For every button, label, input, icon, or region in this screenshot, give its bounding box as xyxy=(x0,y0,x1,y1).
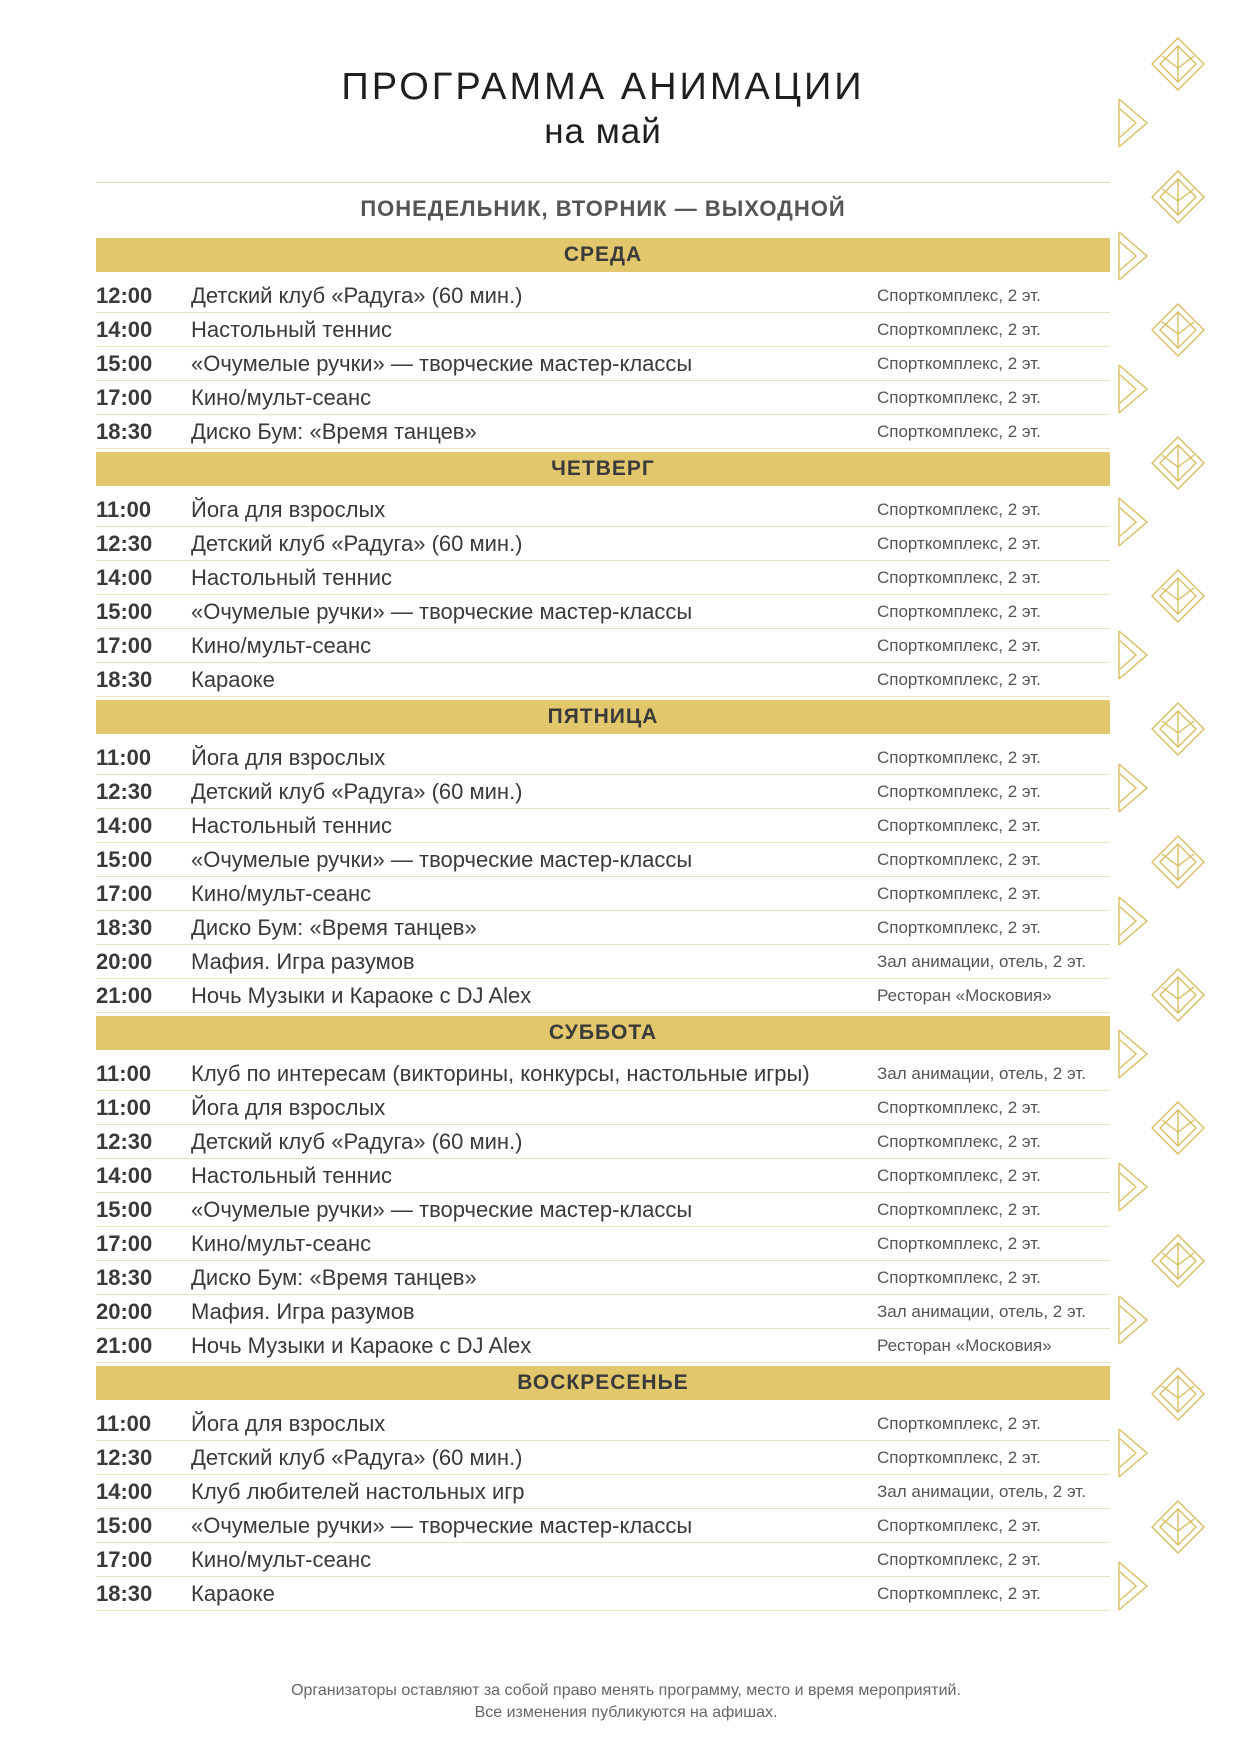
event-place: Спорткомплекс, 2 эт. xyxy=(877,1413,1041,1433)
event-time: 12:30 xyxy=(96,778,153,804)
event-activity: Детский клуб «Радуга» (60 мин.) xyxy=(191,1444,523,1470)
event-activity: Ночь Музыки и Караоке с DJ Alex xyxy=(191,1332,532,1358)
days-list xyxy=(96,238,1110,1611)
schedule-row xyxy=(96,1125,1110,1159)
event-place: Ресторан «Московия» xyxy=(877,1335,1052,1355)
gold-geometric-ornament-icon xyxy=(1116,761,1150,815)
event-activity: Кино/мульт-сеанс xyxy=(191,632,372,658)
event-time: 11:00 xyxy=(96,1094,152,1120)
event-activity: Кино/мульт-сеанс xyxy=(191,880,372,906)
event-place: Спорткомплекс, 2 эт. xyxy=(877,1583,1041,1603)
schedule-row xyxy=(96,1057,1110,1091)
event-activity: Настольный теннис xyxy=(191,812,393,838)
event-time: 12:30 xyxy=(96,1128,153,1154)
gold-geometric-ornament-icon xyxy=(1116,229,1150,283)
schedule-row xyxy=(96,1091,1110,1125)
day-header: СУББОТА xyxy=(96,1016,1110,1050)
event-activity: Йога для взрослых xyxy=(191,496,386,522)
event-place: Зал анимации, отель, 2 эт. xyxy=(877,1481,1086,1501)
schedule-row xyxy=(96,381,1110,415)
event-place: Спорткомплекс, 2 эт. xyxy=(877,635,1041,655)
event-time: 14:00 xyxy=(96,564,153,590)
event-activity: Караоке xyxy=(191,1580,275,1606)
event-activity: Кино/мульт-сеанс xyxy=(191,384,372,410)
event-time: 11:00 xyxy=(96,744,152,770)
event-activity: Настольный теннис xyxy=(191,564,393,590)
event-place: Спорткомплекс, 2 эт. xyxy=(877,533,1041,553)
schedule-row xyxy=(96,1543,1110,1577)
event-time: 14:00 xyxy=(96,812,153,838)
event-time: 18:30 xyxy=(96,1580,153,1606)
schedule-row xyxy=(96,775,1110,809)
gold-geometric-ornament-icon xyxy=(1148,1497,1208,1557)
event-activity: Клуб по интересам (викторины, конкурсы, настольные игры) xyxy=(191,1060,810,1086)
event-place: Зал анимации, отель, 2 эт. xyxy=(877,1063,1086,1083)
footer-note xyxy=(96,1680,1156,1724)
schedule-document xyxy=(96,0,1110,1611)
event-time: 15:00 xyxy=(96,846,153,872)
event-activity: Настольный теннис xyxy=(191,1162,393,1188)
event-time: 20:00 xyxy=(96,1298,153,1324)
event-place: Спорткомплекс, 2 эт. xyxy=(877,781,1041,801)
schedule-row xyxy=(96,493,1110,527)
event-place: Спорткомплекс, 2 эт. xyxy=(877,421,1041,441)
event-place: Спорткомплекс, 2 эт. xyxy=(877,1549,1041,1569)
event-time: 20:00 xyxy=(96,948,153,974)
event-time: 15:00 xyxy=(96,350,153,376)
gold-geometric-ornament-icon xyxy=(1148,965,1208,1025)
event-activity: Детский клуб «Радуга» (60 мин.) xyxy=(191,530,523,556)
schedule-row xyxy=(96,1441,1110,1475)
event-time: 11:00 xyxy=(96,496,152,522)
schedule-row xyxy=(96,1475,1110,1509)
event-place: Спорткомплекс, 2 эт. xyxy=(877,353,1041,373)
gold-geometric-ornament-icon xyxy=(1116,1027,1150,1081)
event-place: Спорткомплекс, 2 эт. xyxy=(877,319,1041,339)
schedule-row xyxy=(96,279,1110,313)
schedule-row xyxy=(96,595,1110,629)
event-time: 14:00 xyxy=(96,316,153,342)
day-header: СРЕДА xyxy=(96,238,1110,272)
ornament-border xyxy=(1112,0,1240,1754)
gold-geometric-ornament-icon xyxy=(1116,1160,1150,1214)
event-time: 18:30 xyxy=(96,1264,153,1290)
event-activity: Детский клуб «Радуга» (60 мин.) xyxy=(191,778,523,804)
event-activity: «Очумелые ручки» — творческие мастер-классы xyxy=(191,846,693,872)
day-header: ЧЕТВЕРГ xyxy=(96,452,1110,486)
schedule-row xyxy=(96,1295,1110,1329)
gold-geometric-ornament-icon xyxy=(1116,495,1150,549)
gold-geometric-ornament-icon xyxy=(1116,1293,1150,1347)
event-time: 15:00 xyxy=(96,598,153,624)
gold-geometric-ornament-icon xyxy=(1148,1364,1208,1424)
event-activity: «Очумелые ручки» — творческие мастер-классы xyxy=(191,598,693,624)
schedule-row xyxy=(96,561,1110,595)
event-time: 12:00 xyxy=(96,282,153,308)
event-activity: Караоке xyxy=(191,666,275,692)
gold-geometric-ornament-icon xyxy=(1148,1231,1208,1291)
event-place: Спорткомплекс, 2 эт. xyxy=(877,1131,1041,1151)
event-activity: Клуб любителей настольных игр xyxy=(191,1478,525,1504)
event-place: Ресторан «Московия» xyxy=(877,985,1052,1005)
event-place: Спорткомплекс, 2 эт. xyxy=(877,747,1041,767)
event-place: Спорткомплекс, 2 эт. xyxy=(877,883,1041,903)
event-time: 11:00 xyxy=(96,1410,152,1436)
event-place: Зал анимации, отель, 2 эт. xyxy=(877,1301,1086,1321)
gold-geometric-ornament-icon xyxy=(1148,167,1208,227)
schedule-row xyxy=(96,809,1110,843)
schedule-row xyxy=(96,313,1110,347)
event-place: Зал анимации, отель, 2 эт. xyxy=(877,951,1086,971)
gold-geometric-ornament-icon xyxy=(1116,362,1150,416)
event-place: Спорткомплекс, 2 эт. xyxy=(877,1165,1041,1185)
event-place: Спорткомплекс, 2 эт. xyxy=(877,815,1041,835)
schedule-row xyxy=(96,663,1110,697)
page-title: ПРОГРАММА АНИМАЦИИ xyxy=(341,66,865,108)
page-subtitle: на май xyxy=(544,112,662,151)
footer-line-1: Организаторы оставляют за собой право менять программу, место и время мероприятий. xyxy=(291,1682,961,1699)
schedule-row xyxy=(96,911,1110,945)
gold-geometric-ornament-icon xyxy=(1148,433,1208,493)
gold-geometric-ornament-icon xyxy=(1116,628,1150,682)
event-time: 18:30 xyxy=(96,914,153,940)
event-place: Спорткомплекс, 2 эт. xyxy=(877,1233,1041,1253)
gold-geometric-ornament-icon xyxy=(1148,699,1208,759)
event-time: 17:00 xyxy=(96,1230,153,1256)
event-time: 18:30 xyxy=(96,418,153,444)
schedule-row xyxy=(96,1261,1110,1295)
footer-line-2: Все изменения публикуются на афишах. xyxy=(474,1704,778,1721)
event-place: Спорткомплекс, 2 эт. xyxy=(877,499,1041,519)
schedule-row xyxy=(96,347,1110,381)
event-activity: «Очумелые ручки» — творческие мастер-классы xyxy=(191,1196,693,1222)
event-activity: Йога для взрослых xyxy=(191,1410,386,1436)
event-place: Спорткомплекс, 2 эт. xyxy=(877,567,1041,587)
gold-geometric-ornament-icon xyxy=(1148,34,1208,94)
event-time: 11:00 xyxy=(96,1060,152,1086)
event-activity: Диско Бум: «Время танцев» xyxy=(191,914,477,940)
event-place: Спорткомплекс, 2 эт. xyxy=(877,1097,1041,1117)
day-header: ПЯТНИЦА xyxy=(96,700,1110,734)
event-time: 21:00 xyxy=(96,1332,153,1358)
event-place: Спорткомплекс, 2 эт. xyxy=(877,1199,1041,1219)
schedule-row xyxy=(96,1329,1110,1363)
event-time: 17:00 xyxy=(96,384,153,410)
gold-geometric-ornament-icon xyxy=(1148,1098,1208,1158)
event-place: Спорткомплекс, 2 эт. xyxy=(877,1267,1041,1287)
event-time: 14:00 xyxy=(96,1162,153,1188)
event-time: 21:00 xyxy=(96,982,153,1008)
gold-geometric-ornament-icon xyxy=(1148,832,1208,892)
event-place: Спорткомплекс, 2 эт. xyxy=(877,601,1041,621)
schedule-row xyxy=(96,843,1110,877)
closed-days-note: ПОНЕДЕЛЬНИК, ВТОРНИК — ВЫХОДНОЙ xyxy=(360,196,846,221)
event-time: 14:00 xyxy=(96,1478,153,1504)
schedule-row xyxy=(96,1509,1110,1543)
event-activity: Ночь Музыки и Караоке с DJ Alex xyxy=(191,982,532,1008)
event-place: Спорткомплекс, 2 эт. xyxy=(877,917,1041,937)
event-place: Спорткомплекс, 2 эт. xyxy=(877,1447,1041,1467)
schedule-row xyxy=(96,415,1110,449)
event-place: Спорткомплекс, 2 эт. xyxy=(877,285,1041,305)
event-time: 15:00 xyxy=(96,1196,153,1222)
event-activity: «Очумелые ручки» — творческие мастер-классы xyxy=(191,350,693,376)
gold-geometric-ornament-icon xyxy=(1116,96,1150,150)
gold-geometric-ornament-icon xyxy=(1116,1426,1150,1480)
schedule-row xyxy=(96,527,1110,561)
event-time: 17:00 xyxy=(96,632,153,658)
event-time: 17:00 xyxy=(96,1546,153,1572)
schedule-row xyxy=(96,1407,1110,1441)
event-activity: Кино/мульт-сеанс xyxy=(191,1230,372,1256)
schedule-row xyxy=(96,1159,1110,1193)
schedule-row xyxy=(96,741,1110,775)
event-activity: Настольный теннис xyxy=(191,316,393,342)
event-place: Спорткомплекс, 2 эт. xyxy=(877,387,1041,407)
schedule-row xyxy=(96,1577,1110,1611)
event-time: 12:30 xyxy=(96,1444,153,1470)
event-activity: Мафия. Игра разумов xyxy=(191,948,415,974)
event-activity: Диско Бум: «Время танцев» xyxy=(191,1264,477,1290)
event-activity: Йога для взрослых xyxy=(191,744,386,770)
gold-geometric-ornament-icon xyxy=(1148,566,1208,626)
day-header: ВОСКРЕСЕНЬЕ xyxy=(96,1366,1110,1400)
schedule-row xyxy=(96,1227,1110,1261)
schedule-row xyxy=(96,1193,1110,1227)
event-time: 18:30 xyxy=(96,666,153,692)
schedule-row xyxy=(96,877,1110,911)
event-place: Спорткомплекс, 2 эт. xyxy=(877,669,1041,689)
event-activity: Диско Бум: «Время танцев» xyxy=(191,418,477,444)
gold-geometric-ornament-icon xyxy=(1116,894,1150,948)
schedule-row xyxy=(96,979,1110,1013)
gold-geometric-ornament-icon xyxy=(1116,1559,1150,1613)
event-activity: «Очумелые ручки» — творческие мастер-классы xyxy=(191,1512,693,1538)
event-activity: Кино/мульт-сеанс xyxy=(191,1546,372,1572)
event-place: Спорткомплекс, 2 эт. xyxy=(877,849,1041,869)
event-place: Спорткомплекс, 2 эт. xyxy=(877,1515,1041,1535)
event-time: 15:00 xyxy=(96,1512,153,1538)
event-time: 12:30 xyxy=(96,530,153,556)
event-activity: Детский клуб «Радуга» (60 мин.) xyxy=(191,1128,523,1154)
event-activity: Детский клуб «Радуга» (60 мин.) xyxy=(191,282,523,308)
event-activity: Мафия. Игра разумов xyxy=(191,1298,415,1324)
schedule-row xyxy=(96,629,1110,663)
event-activity: Йога для взрослых xyxy=(191,1094,386,1120)
event-time: 17:00 xyxy=(96,880,153,906)
schedule-row xyxy=(96,945,1110,979)
gold-geometric-ornament-icon xyxy=(1148,300,1208,360)
